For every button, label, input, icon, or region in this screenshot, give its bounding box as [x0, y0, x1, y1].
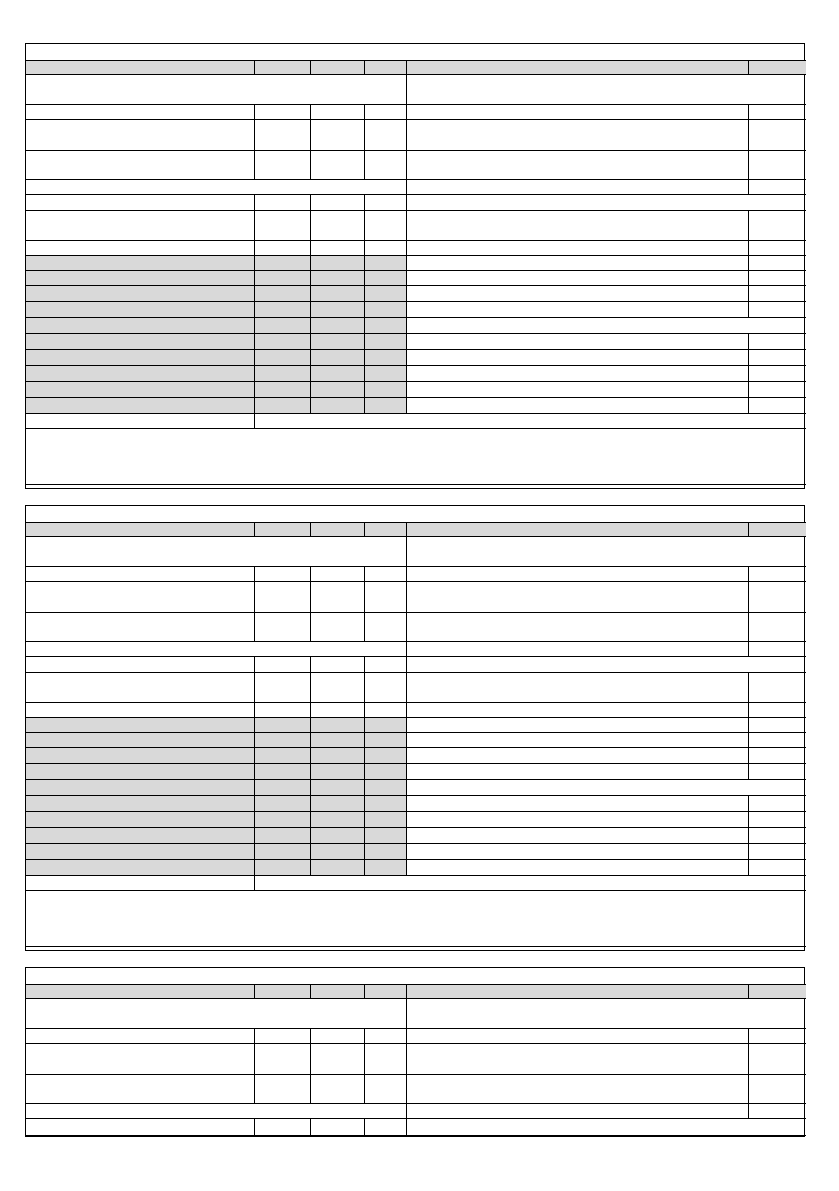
header-cell: [310, 984, 364, 998]
field-cell[interactable]: [364, 581, 406, 612]
field-cell[interactable]: [748, 365, 806, 381]
shaded-cell: [310, 717, 364, 732]
field-cell[interactable]: [254, 656, 310, 672]
field-cell[interactable]: [254, 1074, 310, 1103]
field-cell[interactable]: [310, 702, 364, 717]
field-cell[interactable]: [364, 656, 406, 672]
field-cell[interactable]: [364, 566, 406, 581]
field-cell[interactable]: [748, 240, 806, 255]
field-cell[interactable]: [748, 763, 806, 779]
shaded-cell: [254, 333, 310, 349]
header-cell: [26, 522, 254, 536]
field-cell[interactable]: [364, 210, 406, 240]
field-cell[interactable]: [406, 536, 806, 566]
field-cell[interactable]: [406, 301, 748, 317]
field-cell[interactable]: [406, 333, 748, 349]
shaded-cell: [310, 333, 364, 349]
shaded-cell: [26, 349, 254, 365]
field-cell[interactable]: [26, 150, 254, 179]
shaded-cell: [310, 811, 364, 827]
field-cell[interactable]: [748, 717, 806, 732]
shaded-cell: [364, 827, 406, 843]
field-cell[interactable]: [310, 581, 364, 612]
shaded-cell: [26, 747, 254, 763]
field-cell[interactable]: [26, 1043, 254, 1074]
shaded-cell: [26, 717, 254, 732]
field-cell[interactable]: [748, 333, 806, 349]
field-cell[interactable]: [748, 702, 806, 717]
field-cell[interactable]: [406, 827, 748, 843]
field-cell[interactable]: [406, 255, 748, 270]
form-block-2: [25, 505, 805, 951]
field-cell[interactable]: [406, 581, 748, 612]
shaded-cell: [254, 397, 310, 413]
field-cell[interactable]: [406, 612, 748, 641]
shaded-cell: [364, 349, 406, 365]
field-cell[interactable]: [310, 656, 364, 672]
shaded-cell: [254, 270, 310, 285]
field-cell[interactable]: [406, 349, 748, 365]
field-cell[interactable]: [406, 194, 806, 210]
shaded-cell: [26, 381, 254, 397]
shaded-cell: [254, 255, 310, 270]
field-cell[interactable]: [406, 811, 748, 827]
field-cell[interactable]: [310, 566, 364, 581]
field-cell[interactable]: [748, 1103, 806, 1118]
field-cell[interactable]: [748, 349, 806, 365]
field-cell[interactable]: [364, 702, 406, 717]
field-cell[interactable]: [254, 119, 310, 150]
shaded-cell: [254, 843, 310, 859]
field-cell[interactable]: [310, 240, 364, 255]
field-cell[interactable]: [406, 641, 748, 656]
field-cell[interactable]: [406, 285, 748, 301]
field-cell[interactable]: [748, 811, 806, 827]
field-cell[interactable]: [406, 998, 806, 1028]
field-cell[interactable]: [748, 581, 806, 612]
header-cell: [364, 984, 406, 998]
field-cell[interactable]: [406, 179, 748, 194]
field-cell[interactable]: [254, 1028, 310, 1043]
shaded-cell: [26, 317, 254, 333]
field-cell[interactable]: [26, 702, 254, 717]
field-cell[interactable]: [364, 612, 406, 641]
form-title: [26, 968, 806, 984]
field-cell[interactable]: [748, 566, 806, 581]
field-cell[interactable]: [310, 1028, 364, 1043]
shaded-cell: [310, 349, 364, 365]
shaded-cell: [364, 255, 406, 270]
field-cell[interactable]: [26, 641, 406, 656]
shaded-cell: [310, 397, 364, 413]
field-cell[interactable]: [310, 1118, 364, 1135]
header-cell: [254, 984, 310, 998]
field-cell[interactable]: [26, 74, 406, 104]
header-cell: [26, 984, 254, 998]
shaded-cell: [254, 763, 310, 779]
shaded-cell: [364, 285, 406, 301]
field-cell[interactable]: [26, 536, 406, 566]
header-cell: [254, 60, 310, 74]
field-cell[interactable]: [406, 150, 748, 179]
shaded-cell: [310, 795, 364, 811]
shaded-cell: [254, 811, 310, 827]
shaded-cell: [254, 795, 310, 811]
header-cell: [406, 60, 748, 74]
shaded-cell: [310, 732, 364, 747]
shaded-cell: [26, 827, 254, 843]
header-cell: [26, 60, 254, 74]
header-cell: [406, 984, 748, 998]
field-cell[interactable]: [406, 763, 748, 779]
field-cell[interactable]: [26, 875, 254, 890]
field-cell[interactable]: [26, 104, 254, 119]
field-cell[interactable]: [254, 875, 806, 890]
field-cell[interactable]: [748, 732, 806, 747]
field-cell[interactable]: [254, 194, 310, 210]
shaded-cell: [310, 317, 364, 333]
field-cell[interactable]: [406, 656, 806, 672]
field-cell[interactable]: [254, 702, 310, 717]
field-cell[interactable]: [748, 179, 806, 194]
shaded-cell: [310, 843, 364, 859]
field-cell[interactable]: [748, 255, 806, 270]
field-cell[interactable]: [26, 672, 254, 702]
field-cell[interactable]: [748, 150, 806, 179]
field-cell[interactable]: [26, 566, 254, 581]
shaded-cell: [254, 285, 310, 301]
notes-cell[interactable]: [26, 890, 806, 946]
shaded-cell: [254, 381, 310, 397]
field-cell[interactable]: [406, 672, 748, 702]
field-cell[interactable]: [310, 150, 364, 179]
header-cell: [310, 522, 364, 536]
shaded-cell: [310, 747, 364, 763]
shaded-cell: [254, 317, 310, 333]
shaded-cell: [254, 779, 310, 795]
field-cell[interactable]: [406, 74, 806, 104]
shaded-cell: [26, 779, 254, 795]
field-cell[interactable]: [254, 240, 310, 255]
field-cell[interactable]: [748, 285, 806, 301]
shaded-cell: [364, 717, 406, 732]
shaded-cell: [364, 301, 406, 317]
field-cell[interactable]: [406, 119, 748, 150]
field-cell[interactable]: [748, 119, 806, 150]
shaded-cell: [310, 827, 364, 843]
field-cell[interactable]: [364, 1043, 406, 1074]
shaded-cell: [310, 859, 364, 875]
field-cell[interactable]: [310, 210, 364, 240]
shaded-cell: [310, 255, 364, 270]
field-cell[interactable]: [254, 413, 806, 428]
shaded-cell: [310, 270, 364, 285]
field-cell[interactable]: [254, 150, 310, 179]
field-cell[interactable]: [26, 240, 254, 255]
field-cell[interactable]: [406, 317, 806, 333]
shaded-cell: [26, 270, 254, 285]
shaded-cell: [310, 285, 364, 301]
field-cell[interactable]: [26, 1118, 254, 1135]
field-cell[interactable]: [406, 210, 748, 240]
shaded-cell: [26, 763, 254, 779]
field-cell[interactable]: [748, 397, 806, 413]
field-cell[interactable]: [310, 194, 364, 210]
notes-cell[interactable]: [26, 428, 806, 484]
shaded-cell: [26, 859, 254, 875]
shaded-cell: [26, 795, 254, 811]
field-cell[interactable]: [748, 1043, 806, 1074]
field-cell[interactable]: [406, 1028, 748, 1043]
field-cell[interactable]: [364, 150, 406, 179]
shaded-cell: [254, 717, 310, 732]
shaded-cell: [254, 301, 310, 317]
shaded-cell: [254, 349, 310, 365]
field-cell[interactable]: [406, 1118, 806, 1135]
field-cell[interactable]: [26, 998, 406, 1028]
field-cell[interactable]: [406, 732, 748, 747]
field-cell[interactable]: [26, 194, 254, 210]
field-cell[interactable]: [748, 859, 806, 875]
field-cell[interactable]: [748, 641, 806, 656]
field-cell[interactable]: [364, 104, 406, 119]
shaded-cell: [364, 381, 406, 397]
field-cell[interactable]: [26, 1103, 406, 1118]
field-cell[interactable]: [364, 672, 406, 702]
field-cell[interactable]: [406, 270, 748, 285]
field-cell[interactable]: [26, 612, 254, 641]
field-cell[interactable]: [364, 1118, 406, 1135]
field-cell[interactable]: [364, 1028, 406, 1043]
field-cell[interactable]: [364, 1074, 406, 1103]
field-cell[interactable]: [748, 827, 806, 843]
shaded-cell: [310, 301, 364, 317]
shaded-cell: [364, 333, 406, 349]
field-cell[interactable]: [254, 210, 310, 240]
shaded-cell: [26, 397, 254, 413]
shaded-cell: [364, 317, 406, 333]
field-cell[interactable]: [26, 413, 254, 428]
field-cell[interactable]: [406, 779, 806, 795]
shaded-cell: [364, 795, 406, 811]
field-cell[interactable]: [26, 119, 254, 150]
field-cell[interactable]: [406, 859, 748, 875]
field-cell[interactable]: [310, 104, 364, 119]
header-cell: [310, 60, 364, 74]
field-cell[interactable]: [748, 612, 806, 641]
shaded-cell: [364, 270, 406, 285]
field-cell[interactable]: [364, 194, 406, 210]
field-cell[interactable]: [406, 397, 748, 413]
form-title: [26, 506, 806, 522]
shaded-cell: [26, 365, 254, 381]
field-cell[interactable]: [26, 179, 406, 194]
field-cell[interactable]: [406, 1103, 748, 1118]
field-cell[interactable]: [254, 1043, 310, 1074]
field-cell[interactable]: [310, 672, 364, 702]
field-cell[interactable]: [748, 1028, 806, 1043]
header-cell: [406, 522, 748, 536]
field-cell[interactable]: [26, 210, 254, 240]
shaded-cell: [26, 255, 254, 270]
shaded-cell: [364, 779, 406, 795]
shaded-cell: [254, 732, 310, 747]
field-cell[interactable]: [310, 119, 364, 150]
field-cell[interactable]: [406, 702, 748, 717]
shaded-cell: [26, 285, 254, 301]
header-cell: [748, 60, 806, 74]
field-cell[interactable]: [406, 104, 748, 119]
field-cell[interactable]: [406, 795, 748, 811]
field-cell[interactable]: [254, 612, 310, 641]
header-cell: [748, 522, 806, 536]
shaded-cell: [26, 843, 254, 859]
shaded-cell: [26, 301, 254, 317]
shaded-cell: [26, 732, 254, 747]
field-cell[interactable]: [406, 365, 748, 381]
field-cell[interactable]: [748, 1074, 806, 1103]
field-cell[interactable]: [310, 1074, 364, 1103]
shaded-cell: [310, 763, 364, 779]
field-cell[interactable]: [254, 104, 310, 119]
header-cell: [364, 60, 406, 74]
field-cell[interactable]: [254, 566, 310, 581]
shaded-cell: [254, 365, 310, 381]
form-block-1: [25, 43, 805, 489]
field-cell[interactable]: [26, 581, 254, 612]
field-cell[interactable]: [406, 566, 748, 581]
field-cell[interactable]: [254, 1118, 310, 1135]
shaded-cell: [26, 811, 254, 827]
field-cell[interactable]: [748, 381, 806, 397]
field-cell[interactable]: [254, 581, 310, 612]
field-cell[interactable]: [406, 747, 748, 763]
shaded-cell: [364, 732, 406, 747]
field-cell[interactable]: [26, 656, 254, 672]
shaded-cell: [310, 381, 364, 397]
field-cell[interactable]: [406, 843, 748, 859]
header-cell: [254, 522, 310, 536]
field-cell[interactable]: [406, 717, 748, 732]
shaded-cell: [364, 843, 406, 859]
header-cell: [748, 984, 806, 998]
form-title: [26, 44, 806, 60]
field-cell[interactable]: [310, 1043, 364, 1074]
header-cell: [364, 522, 406, 536]
shaded-cell: [364, 859, 406, 875]
field-cell[interactable]: [406, 1074, 748, 1103]
field-cell[interactable]: [748, 843, 806, 859]
shaded-cell: [26, 333, 254, 349]
field-cell[interactable]: [406, 381, 748, 397]
field-cell[interactable]: [748, 747, 806, 763]
field-cell[interactable]: [310, 612, 364, 641]
field-cell[interactable]: [26, 1074, 254, 1103]
shaded-cell: [310, 779, 364, 795]
shaded-cell: [364, 365, 406, 381]
shaded-cell: [364, 397, 406, 413]
field-cell[interactable]: [26, 1028, 254, 1043]
shaded-cell: [310, 365, 364, 381]
field-cell[interactable]: [748, 795, 806, 811]
shaded-cell: [254, 827, 310, 843]
field-cell[interactable]: [406, 240, 748, 255]
shaded-cell: [364, 811, 406, 827]
field-cell[interactable]: [406, 1043, 748, 1074]
field-cell[interactable]: [364, 240, 406, 255]
field-cell[interactable]: [748, 270, 806, 285]
field-cell[interactable]: [748, 672, 806, 702]
form-block-3: [25, 967, 805, 1137]
shaded-cell: [254, 859, 310, 875]
shaded-cell: [364, 763, 406, 779]
field-cell[interactable]: [748, 210, 806, 240]
field-cell[interactable]: [748, 104, 806, 119]
field-cell[interactable]: [748, 301, 806, 317]
field-cell[interactable]: [364, 119, 406, 150]
shaded-cell: [364, 747, 406, 763]
shaded-cell: [254, 747, 310, 763]
field-cell[interactable]: [254, 672, 310, 702]
